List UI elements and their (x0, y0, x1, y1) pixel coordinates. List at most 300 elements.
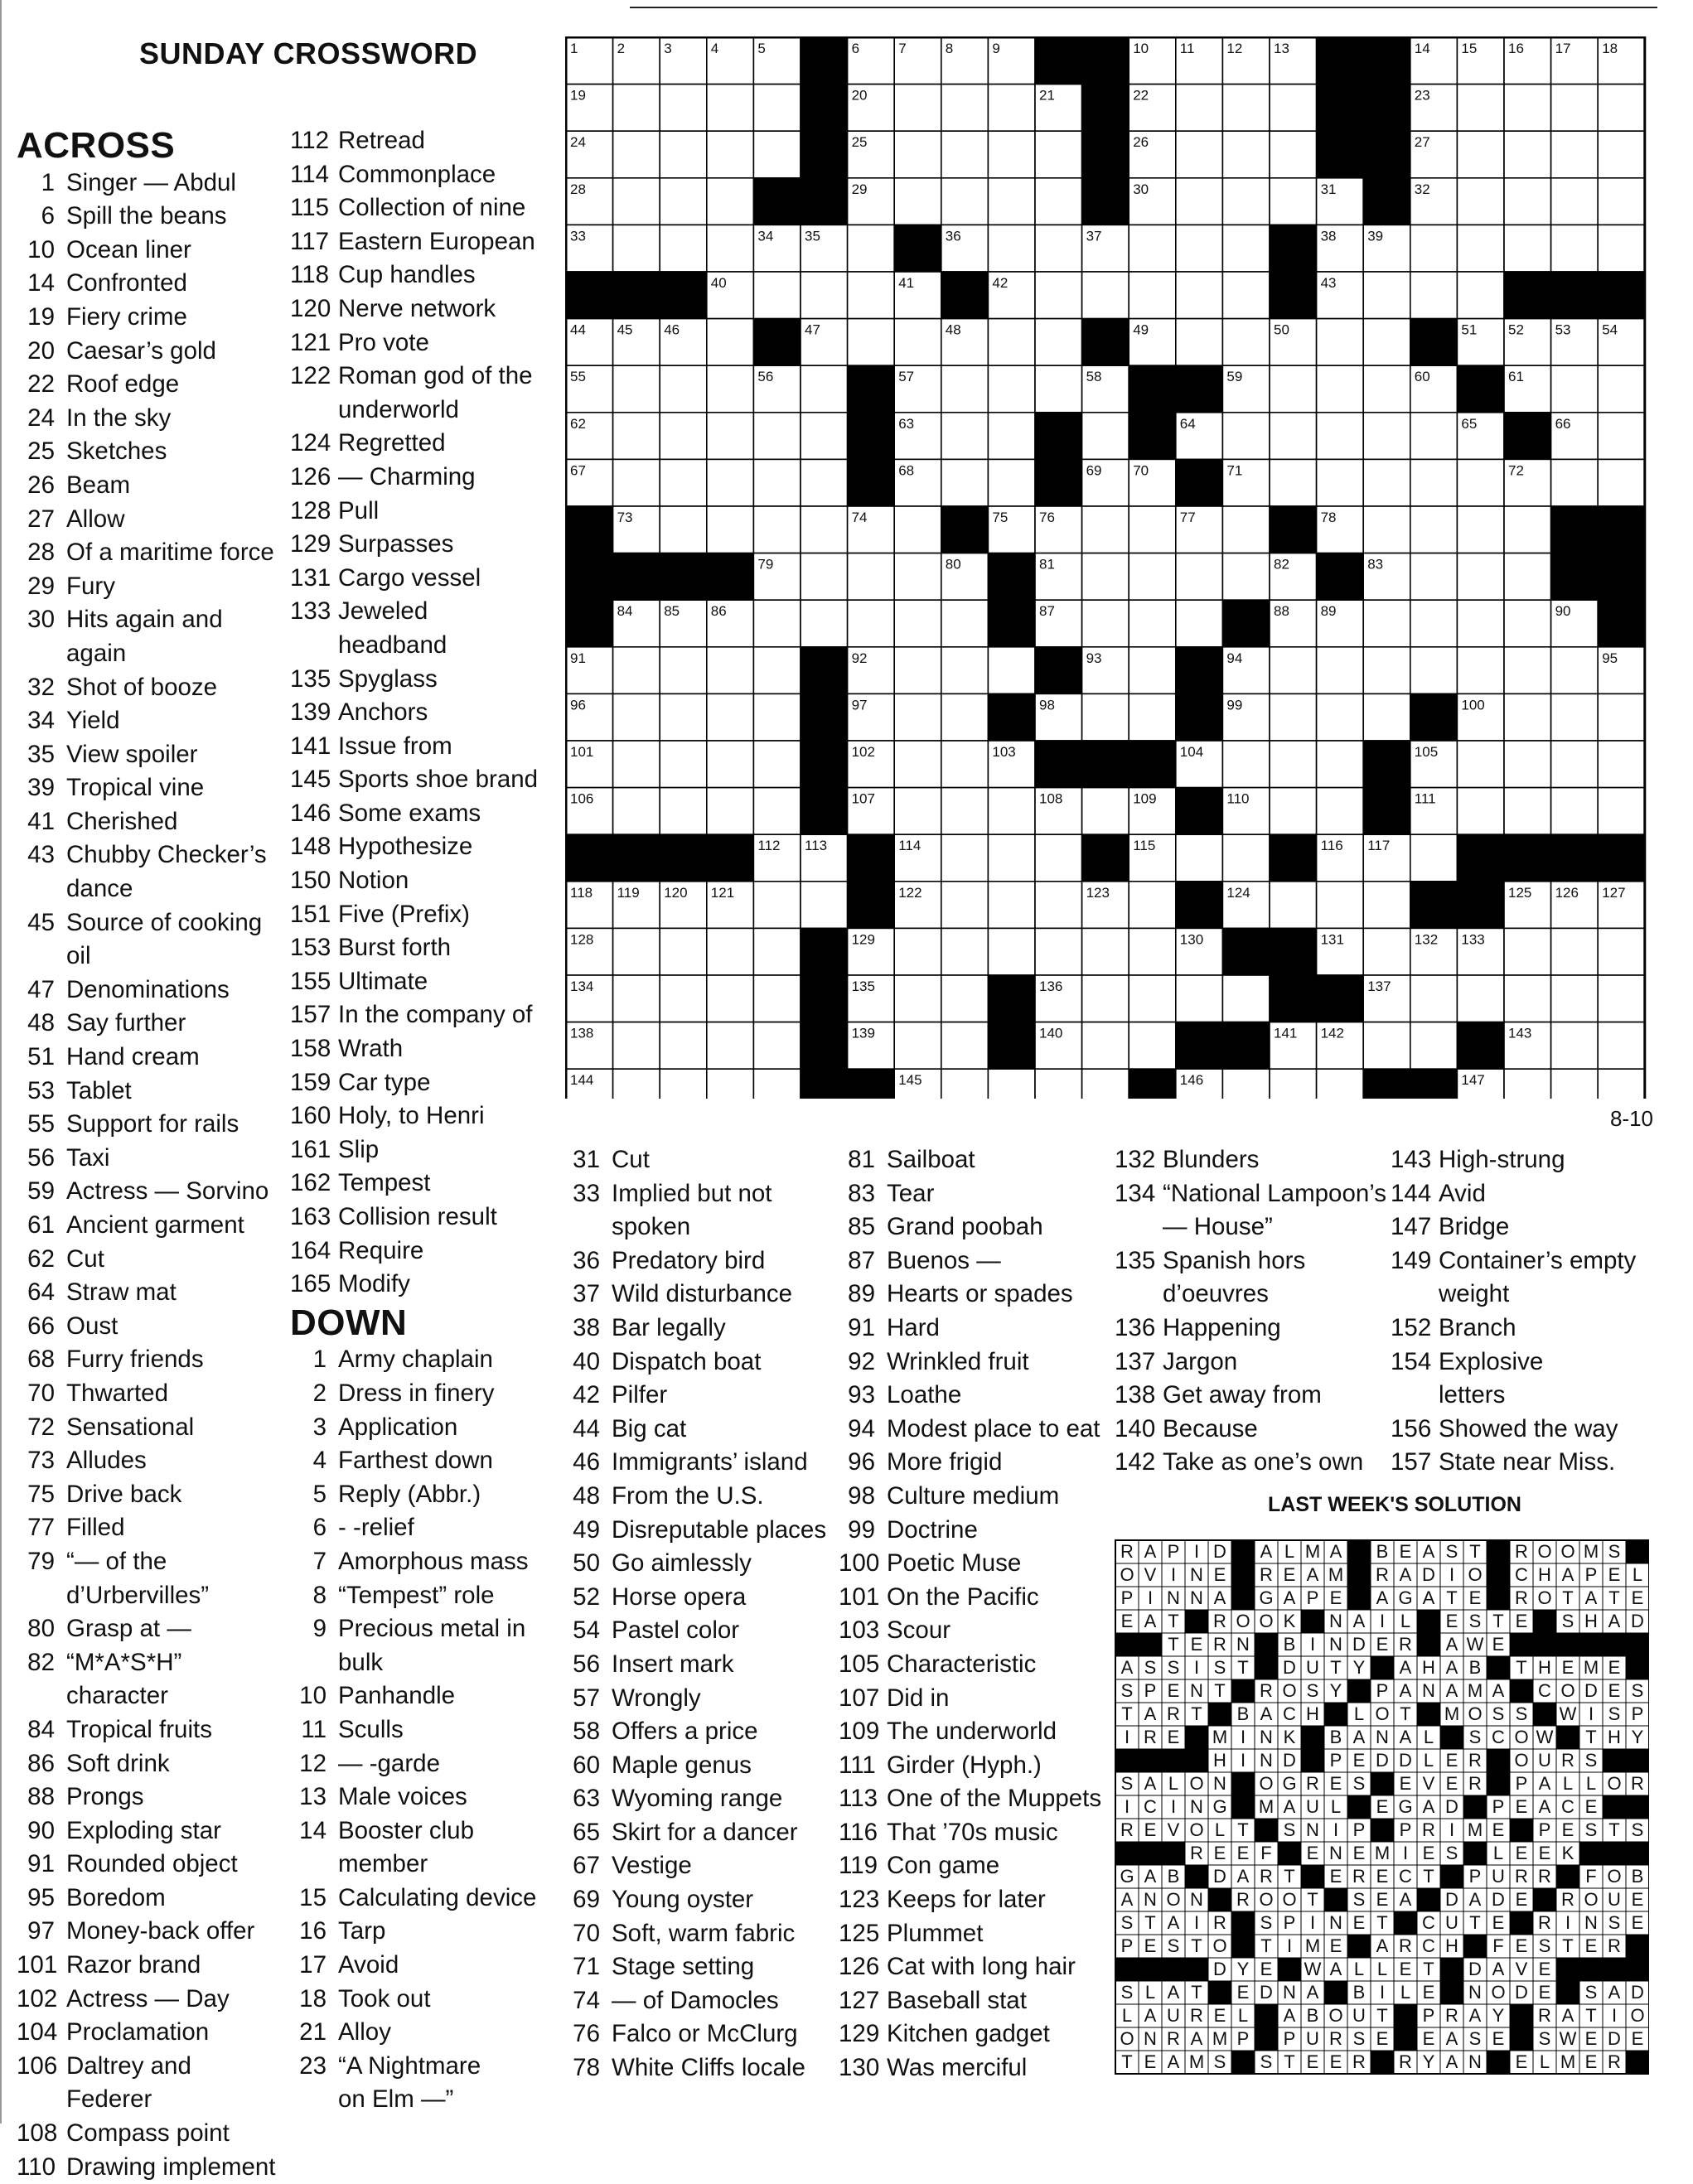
grid-cell[interactable] (1082, 1022, 1129, 1070)
grid-cell[interactable] (1598, 413, 1645, 460)
grid-cell[interactable] (1129, 1022, 1176, 1070)
grid-cell[interactable] (1129, 506, 1176, 553)
grid-cell[interactable] (1410, 506, 1458, 553)
grid-cell[interactable] (988, 131, 1035, 178)
grid-cell[interactable] (707, 225, 754, 272)
grid-cell[interactable] (1082, 975, 1129, 1022)
grid-cell[interactable] (1457, 459, 1504, 506)
grid-cell[interactable] (1504, 788, 1551, 835)
grid-cell[interactable] (1129, 225, 1176, 272)
grid-cell[interactable] (941, 788, 989, 835)
grid-cell[interactable] (753, 1069, 801, 1099)
cell-number: 133 (1461, 931, 1485, 948)
grid-cell[interactable] (707, 459, 754, 506)
grid-cell[interactable] (1457, 178, 1504, 225)
grid-cell[interactable] (1129, 928, 1176, 975)
grid-cell[interactable] (1457, 647, 1504, 694)
grid-cell[interactable] (894, 600, 941, 647)
grid-cell[interactable] (1363, 882, 1410, 929)
grid-cell[interactable] (707, 928, 754, 975)
grid-cell[interactable] (1410, 553, 1458, 601)
grid-cell[interactable] (988, 225, 1035, 272)
grid-cell[interactable] (1082, 553, 1129, 601)
grid-cell[interactable] (753, 647, 801, 694)
grid-cell[interactable] (707, 413, 754, 460)
solution-letter: L (1353, 1703, 1365, 1724)
grid-cell[interactable] (707, 788, 754, 835)
grid-cell[interactable] (1457, 975, 1504, 1022)
grid-cell[interactable] (1176, 131, 1223, 178)
solution-letter: S (1608, 1912, 1621, 1933)
grid-cell[interactable] (707, 647, 754, 694)
grid-cell[interactable] (1082, 506, 1129, 553)
grid-cell[interactable] (1176, 834, 1223, 882)
grid-cell[interactable] (1457, 506, 1504, 553)
grid-cell[interactable] (1363, 928, 1410, 975)
grid-cell[interactable] (1363, 693, 1410, 741)
grid-cell[interactable] (613, 178, 660, 225)
grid-cell[interactable] (1598, 975, 1645, 1022)
grid-cell[interactable] (894, 178, 941, 225)
grid-cell[interactable] (1222, 975, 1270, 1022)
grid-cell[interactable] (1457, 788, 1504, 835)
grid-cell[interactable] (1270, 413, 1317, 460)
grid-cell[interactable] (1504, 600, 1551, 647)
grid-cell[interactable] (1551, 975, 1599, 1022)
grid-cell[interactable] (707, 506, 754, 553)
grid-cell[interactable] (1317, 459, 1364, 506)
grid-cell[interactable] (1363, 365, 1410, 413)
grid-cell[interactable] (753, 600, 801, 647)
grid-cell[interactable] (941, 647, 989, 694)
grid-cell[interactable] (1222, 506, 1270, 553)
grid-cell[interactable] (1270, 647, 1317, 694)
grid-cell[interactable] (753, 928, 801, 975)
clue (564, 2017, 829, 2051)
grid-cell[interactable] (988, 834, 1035, 882)
grid-cell[interactable] (660, 459, 707, 506)
grid-cell[interactable] (660, 693, 707, 741)
grid-cell[interactable] (1270, 788, 1317, 835)
grid-cell[interactable] (894, 85, 941, 132)
grid-cell[interactable] (848, 319, 895, 366)
grid-cell[interactable] (801, 600, 848, 647)
grid-cell[interactable] (660, 647, 707, 694)
grid-cell[interactable] (1317, 1069, 1364, 1099)
grid-cell[interactable] (1270, 741, 1317, 788)
grid-cell[interactable] (1129, 553, 1176, 601)
grid-cell[interactable] (1035, 319, 1082, 366)
grid-cell[interactable] (1504, 178, 1551, 225)
grid-cell[interactable] (941, 413, 989, 460)
grid-cell[interactable] (1176, 85, 1223, 132)
grid-cell[interactable] (1270, 459, 1317, 506)
grid-cell[interactable] (1222, 272, 1270, 319)
grid-cell[interactable] (660, 85, 707, 132)
grid-cell[interactable] (1504, 1069, 1551, 1099)
grid-cell[interactable] (941, 693, 989, 741)
grid-cell[interactable] (660, 1069, 707, 1099)
grid-cell[interactable] (753, 131, 801, 178)
grid-cell[interactable] (660, 178, 707, 225)
grid-cell[interactable] (801, 413, 848, 460)
grid-cell[interactable] (988, 178, 1035, 225)
grid-cell[interactable] (753, 693, 801, 741)
grid-cell[interactable] (613, 85, 660, 132)
grid-cell[interactable] (1551, 928, 1599, 975)
grid-cell[interactable] (1410, 975, 1458, 1022)
grid-cell[interactable] (894, 553, 941, 601)
clue-text: Stage setting (612, 1953, 755, 1981)
grid-cell[interactable] (1082, 788, 1129, 835)
grid-cell[interactable] (1598, 788, 1645, 835)
grid-cell[interactable] (894, 319, 941, 366)
grid-cell[interactable] (1317, 365, 1364, 413)
grid-cell[interactable] (1504, 693, 1551, 741)
grid-cell[interactable] (753, 459, 801, 506)
cell-number: 112 (757, 838, 781, 854)
solution-letter: E (1213, 1564, 1226, 1585)
grid-cell[interactable] (613, 1022, 660, 1070)
clue-text: Pro vote (338, 328, 429, 356)
clue (1115, 1413, 1388, 1447)
grid-cell[interactable] (941, 85, 989, 132)
grid-cell[interactable] (1035, 834, 1082, 882)
grid-cell[interactable] (753, 85, 801, 132)
grid-cell[interactable] (1222, 741, 1270, 788)
grid-cell[interactable] (848, 272, 895, 319)
grid-cell[interactable] (1457, 600, 1504, 647)
grid-cell[interactable] (1082, 272, 1129, 319)
grid-cell[interactable] (1129, 647, 1176, 694)
grid-cell[interactable] (753, 506, 801, 553)
grid-cell[interactable] (1317, 693, 1364, 741)
grid-cell[interactable] (707, 693, 754, 741)
solution-letter: G (1398, 1796, 1413, 1817)
grid-cell[interactable] (707, 131, 754, 178)
grid-cell[interactable] (1504, 647, 1551, 694)
grid-cell[interactable] (941, 928, 989, 975)
grid-cell[interactable] (801, 272, 848, 319)
grid-cell[interactable] (894, 928, 941, 975)
grid-cell[interactable] (1598, 178, 1645, 225)
grid-cell[interactable] (1504, 506, 1551, 553)
grid-cell[interactable] (1176, 975, 1223, 1022)
grid-cell[interactable] (1551, 365, 1599, 413)
grid-cell[interactable] (1222, 131, 1270, 178)
grid-cell[interactable] (1598, 693, 1645, 741)
grid-cell[interactable] (1598, 459, 1645, 506)
grid-cell[interactable] (941, 1069, 989, 1099)
grid-cell[interactable] (1457, 85, 1504, 132)
black-square (1129, 413, 1176, 460)
grid-cell[interactable] (1222, 225, 1270, 272)
grid-cell[interactable] (1551, 741, 1599, 788)
grid-cell[interactable] (848, 225, 895, 272)
grid-cell[interactable] (613, 975, 660, 1022)
grid-cell[interactable] (660, 365, 707, 413)
grid-cell[interactable] (613, 413, 660, 460)
grid-cell[interactable] (1598, 225, 1645, 272)
grid-cell[interactable] (941, 975, 989, 1022)
grid-cell[interactable] (660, 975, 707, 1022)
grid-cell[interactable] (1270, 693, 1317, 741)
grid-cell[interactable] (941, 131, 989, 178)
solution-letter: T (1121, 1703, 1133, 1724)
clue (17, 570, 282, 604)
grid-cell[interactable] (613, 788, 660, 835)
grid-cell[interactable] (1176, 600, 1223, 647)
grid-cell[interactable] (1317, 413, 1364, 460)
grid-cell[interactable] (753, 882, 801, 929)
grid-cell[interactable] (1270, 882, 1317, 929)
grid-cell[interactable] (1176, 553, 1223, 601)
grid-cell[interactable] (1504, 85, 1551, 132)
solution-black-square (1139, 1633, 1162, 1656)
grid-cell[interactable] (1551, 225, 1599, 272)
grid-cell[interactable] (660, 131, 707, 178)
grid-cell[interactable] (1598, 928, 1645, 975)
grid-cell[interactable] (660, 928, 707, 975)
grid-cell[interactable] (1410, 272, 1458, 319)
grid-cell[interactable] (1551, 1022, 1599, 1070)
grid-cell[interactable] (753, 1022, 801, 1070)
grid-cell[interactable] (1410, 834, 1458, 882)
grid-cell[interactable] (1222, 1069, 1270, 1099)
grid-cell[interactable] (1457, 741, 1504, 788)
grid-cell[interactable] (1082, 600, 1129, 647)
grid-cell[interactable] (1270, 85, 1317, 132)
solution-letter: P (1538, 1819, 1551, 1840)
grid-cell[interactable] (1176, 319, 1223, 366)
grid-cell[interactable] (753, 741, 801, 788)
grid-cell[interactable] (1410, 600, 1458, 647)
grid-cell[interactable] (1410, 647, 1458, 694)
solution-black-square (1556, 1726, 1579, 1749)
grid-cell[interactable] (1035, 225, 1082, 272)
grid-cell[interactable] (1035, 178, 1082, 225)
grid-cell[interactable] (613, 741, 660, 788)
grid-cell[interactable] (1363, 647, 1410, 694)
grid-cell[interactable] (988, 1069, 1035, 1099)
grid-cell[interactable] (941, 459, 989, 506)
grid-cell[interactable] (1598, 1069, 1645, 1099)
grid-cell[interactable] (753, 975, 801, 1022)
grid-cell[interactable] (613, 928, 660, 975)
grid-cell[interactable] (1129, 272, 1176, 319)
grid-cell[interactable] (1410, 459, 1458, 506)
grid-cell[interactable] (1317, 788, 1364, 835)
grid-cell[interactable] (1598, 85, 1645, 132)
grid-cell[interactable] (1410, 413, 1458, 460)
grid-cell[interactable] (1598, 131, 1645, 178)
grid-cell[interactable] (988, 647, 1035, 694)
grid-cell[interactable] (1551, 647, 1599, 694)
grid-cell[interactable] (707, 85, 754, 132)
grid-cell[interactable] (1129, 975, 1176, 1022)
cell-number: 9 (992, 41, 1000, 56)
grid-cell[interactable] (1317, 741, 1364, 788)
grid-cell[interactable] (941, 365, 989, 413)
clue (290, 1545, 539, 1579)
grid-cell[interactable] (613, 1069, 660, 1099)
grid-cell[interactable] (894, 788, 941, 835)
grid-cell[interactable] (660, 506, 707, 553)
grid-cell[interactable] (1457, 131, 1504, 178)
grid-cell[interactable] (988, 413, 1035, 460)
grid-cell[interactable] (1270, 365, 1317, 413)
grid-cell[interactable] (1317, 319, 1364, 366)
grid-cell[interactable] (613, 459, 660, 506)
grid-cell[interactable] (707, 1022, 754, 1070)
solution-letter: O (1236, 1611, 1250, 1631)
grid-cell[interactable] (988, 85, 1035, 132)
grid-cell[interactable] (1598, 1022, 1645, 1070)
grid-cell[interactable] (1551, 131, 1599, 178)
grid-cell[interactable] (1129, 693, 1176, 741)
grid-cell[interactable] (894, 131, 941, 178)
grid-cell[interactable] (1176, 225, 1223, 272)
grid-cell[interactable] (894, 506, 941, 553)
grid-cell[interactable] (1363, 459, 1410, 506)
grid-cell[interactable] (894, 693, 941, 741)
grid-cell[interactable] (1551, 1069, 1599, 1099)
grid-cell[interactable] (1457, 272, 1504, 319)
grid-cell[interactable] (1082, 928, 1129, 975)
grid-cell[interactable] (707, 975, 754, 1022)
grid-cell[interactable] (660, 413, 707, 460)
grid-cell[interactable] (1317, 647, 1364, 694)
grid-cell[interactable] (1082, 1069, 1129, 1099)
grid-cell[interactable] (707, 178, 754, 225)
grid-cell[interactable] (1410, 225, 1458, 272)
grid-cell[interactable] (1551, 459, 1599, 506)
clue-number: 133 (290, 597, 331, 626)
grid-cell[interactable] (1504, 553, 1551, 601)
grid-cell[interactable] (613, 365, 660, 413)
grid-cell[interactable] (1222, 553, 1270, 601)
grid-cell[interactable] (1035, 928, 1082, 975)
grid-cell[interactable] (988, 459, 1035, 506)
grid-cell[interactable] (1410, 1022, 1458, 1070)
grid-cell[interactable] (1129, 600, 1176, 647)
grid-cell[interactable] (1363, 1022, 1410, 1070)
grid-cell[interactable] (1129, 882, 1176, 929)
grid-cell[interactable] (1035, 882, 1082, 929)
grid-cell[interactable] (1222, 834, 1270, 882)
grid-cell[interactable] (1035, 365, 1082, 413)
grid-cell[interactable] (988, 788, 1035, 835)
grid-cell[interactable] (1598, 741, 1645, 788)
grid-cell[interactable] (894, 1022, 941, 1070)
grid-cell[interactable] (1270, 178, 1317, 225)
grid-cell[interactable] (660, 741, 707, 788)
grid-cell[interactable] (848, 553, 895, 601)
grid-cell[interactable] (1457, 225, 1504, 272)
grid-cell[interactable] (941, 882, 989, 929)
grid-cell[interactable] (707, 1069, 754, 1099)
grid-cell[interactable] (941, 600, 989, 647)
grid-cell[interactable] (1176, 178, 1223, 225)
grid-cell[interactable] (1504, 225, 1551, 272)
solution-letter: W (1559, 1703, 1577, 1724)
grid-cell[interactable] (1363, 413, 1410, 460)
grid-cell[interactable] (1222, 178, 1270, 225)
grid-cell[interactable] (1035, 1069, 1082, 1099)
grid-cell[interactable] (801, 365, 848, 413)
grid-cell[interactable] (1035, 272, 1082, 319)
grid-cell[interactable] (1222, 319, 1270, 366)
grid-cell[interactable] (1504, 741, 1551, 788)
grid-cell[interactable] (660, 1022, 707, 1070)
grid-cell[interactable] (660, 225, 707, 272)
grid-cell[interactable] (1082, 413, 1129, 460)
grid-cell[interactable] (1035, 131, 1082, 178)
grid-cell[interactable] (801, 882, 848, 929)
grid-cell[interactable] (988, 319, 1035, 366)
grid-cell[interactable] (1504, 131, 1551, 178)
grid-cell[interactable] (1363, 319, 1410, 366)
grid-cell[interactable] (613, 647, 660, 694)
grid-cell[interactable] (894, 741, 941, 788)
grid-cell[interactable] (1598, 365, 1645, 413)
grid-cell[interactable] (801, 553, 848, 601)
grid-cell[interactable] (1504, 975, 1551, 1022)
grid-cell[interactable] (1082, 693, 1129, 741)
grid-cell[interactable] (1222, 85, 1270, 132)
grid-cell[interactable] (1270, 131, 1317, 178)
grid-cell[interactable] (988, 882, 1035, 929)
grid-cell[interactable] (1551, 178, 1599, 225)
grid-cell[interactable] (988, 928, 1035, 975)
grid-cell[interactable] (753, 413, 801, 460)
grid-cell[interactable] (1363, 272, 1410, 319)
grid-cell[interactable] (1551, 693, 1599, 741)
grid-cell[interactable] (801, 506, 848, 553)
grid-cell[interactable] (1363, 506, 1410, 553)
grid-cell[interactable] (613, 225, 660, 272)
grid-cell[interactable] (1317, 882, 1364, 929)
grid-cell[interactable] (1504, 928, 1551, 975)
solution-letter: D (1283, 1657, 1296, 1678)
grid-cell[interactable] (707, 319, 754, 366)
grid-cell[interactable] (941, 1022, 989, 1070)
grid-cell[interactable] (1363, 600, 1410, 647)
grid-cell[interactable] (941, 178, 989, 225)
clue (564, 1210, 829, 1244)
grid-cell[interactable] (1457, 553, 1504, 601)
grid-cell[interactable] (801, 459, 848, 506)
grid-cell[interactable] (1551, 788, 1599, 835)
grid-cell[interactable] (1176, 272, 1223, 319)
grid-cell[interactable] (613, 131, 660, 178)
grid-cell[interactable] (894, 975, 941, 1022)
grid-cell[interactable] (988, 365, 1035, 413)
grid-cell[interactable] (707, 365, 754, 413)
grid-cell[interactable] (753, 272, 801, 319)
grid-cell[interactable] (1551, 85, 1599, 132)
grid-cell[interactable] (894, 647, 941, 694)
grid-cell[interactable] (660, 788, 707, 835)
grid-cell[interactable] (1222, 413, 1270, 460)
grid-cell[interactable] (1270, 1069, 1317, 1099)
grid-cell[interactable] (941, 834, 989, 882)
grid-cell[interactable] (707, 741, 754, 788)
grid-cell[interactable] (753, 788, 801, 835)
grid-cell[interactable] (848, 600, 895, 647)
grid-cell[interactable] (941, 741, 989, 788)
grid-cell[interactable] (613, 693, 660, 741)
